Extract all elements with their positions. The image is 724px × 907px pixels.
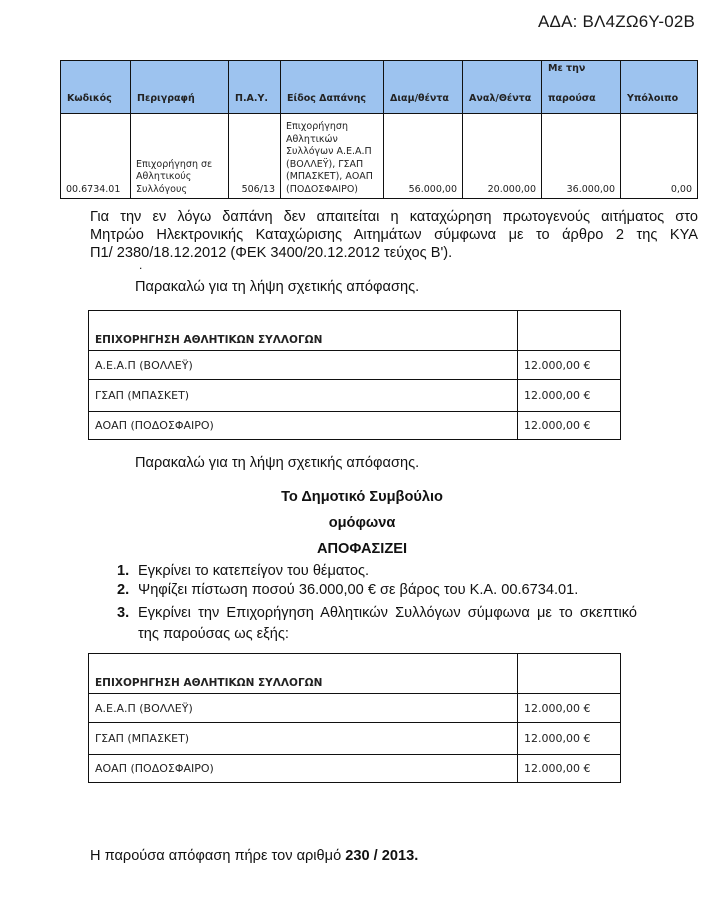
expense-line: Αθλητικών xyxy=(286,133,338,145)
col-header-committed: Αναλ/Θέντα xyxy=(463,61,542,114)
col-header-remaining: Υπόλοιπο xyxy=(621,61,698,114)
cell-allocated: 56.000,00 xyxy=(384,114,463,199)
col-header-expense-type: Είδος Δαπάνης xyxy=(281,61,384,114)
description-line: Επιχορήγηση σε xyxy=(136,158,213,170)
grant-table-header xyxy=(89,311,621,351)
table-row xyxy=(89,694,621,723)
club-name: ΓΣΑΠ (ΜΠΑΣΚΕΤ) xyxy=(89,380,518,412)
club-name: Α.Ε.Α.Π (ΒΟΛΛΕΫ) xyxy=(89,351,518,380)
club-name: Α.Ε.Α.Π (ΒΟΛΛΕΫ) xyxy=(89,694,518,723)
cell-committed: 20.000,00 xyxy=(463,114,542,199)
decision-number-prefix: Η παρούσα απόφαση πήρε τον αριθμό xyxy=(90,848,346,864)
decision-item-2 xyxy=(117,582,637,599)
grant-table-empty-header xyxy=(518,311,621,351)
paragraph-line: Για την εν λόγω δαπάνη δεν απαιτείται η καταχώρηση πρωτογενούς αιτήματος στο xyxy=(90,209,698,225)
grant-table-empty-header xyxy=(518,654,621,694)
club-amount: 12.000,00 € xyxy=(518,380,621,412)
grant-table-title: ΕΠΙΧΟΡΗΓΗΣΗ ΑΘΛΗΤΙΚΩΝ ΣΥΛΛΟΓΩΝ xyxy=(89,311,518,351)
col-header-current xyxy=(542,61,621,114)
item-text: Εγκρίνει το κατεπείγον του θέματος. xyxy=(138,563,370,579)
club-amount: 12.000,00 € xyxy=(518,694,621,723)
decision-item-1 xyxy=(117,563,637,580)
expense-line: (ΜΠΑΣΚΕΤ), ΑΟΑΠ xyxy=(286,171,373,182)
request-text: Παρακαλώ για τη λήψη σχετικής απόφασης. xyxy=(135,279,420,295)
table-row xyxy=(61,114,698,199)
club-name: ΑΟΑΠ (ΠΟΔΟΣΦΑΙΡΟ) xyxy=(89,412,518,440)
cell-expense-type xyxy=(281,114,384,199)
item-text: Εγκρίνει την Επιχορήγηση Αθλητικών Συλλόγων σύμφωνα με το σκεπτικό της παρούσας ως εξής: xyxy=(138,605,637,642)
club-amount: 12.000,00 € xyxy=(518,351,621,380)
decision-number-statement xyxy=(90,848,418,864)
club-name: ΓΣΑΠ (ΜΠΑΣΚΕΤ) xyxy=(89,723,518,755)
paragraph-line: Μητρώο Ηλεκτρονικής Καταχώρισης Αιτημάτων σύμφωνα με το άρθρο 2 της ΚΥΑ xyxy=(90,227,698,243)
col-header-current-line2: παρούσα xyxy=(548,93,596,104)
table-row xyxy=(89,412,621,440)
description-line: Συλλόγους xyxy=(136,183,188,195)
club-name: ΑΟΑΠ (ΠΟΔΟΣΦΑΙΡΟ) xyxy=(89,755,518,783)
budget-table xyxy=(60,60,698,199)
paragraph-line: Π1/ 2380/18.12.2012 (ΦΕΚ 3400/20.12.2012 τεύχος Β'). xyxy=(90,245,453,261)
col-header-pay: Π.Α.Υ. xyxy=(229,61,281,114)
item-text: Ψηφίζει πίστωση ποσού 36.000,00 € σε βάρος του Κ.Α. 00.6734.01. xyxy=(138,582,579,598)
club-amount: 12.000,00 € xyxy=(518,412,621,440)
table-row xyxy=(89,380,621,412)
table-row xyxy=(89,755,621,783)
club-amount: 12.000,00 € xyxy=(518,723,621,755)
grant-table-2 xyxy=(88,653,621,783)
unanimous-heading: ομόφωνα xyxy=(328,515,396,531)
grant-table-title: ΕΠΙΧΟΡΗΓΗΣΗ ΑΘΛΗΤΙΚΩΝ ΣΥΛΛΟΓΩΝ xyxy=(89,654,518,694)
cell-remaining: 0,00 xyxy=(621,114,698,199)
club-amount: 12.000,00 € xyxy=(518,755,621,783)
budget-table-header xyxy=(61,61,698,114)
cell-current: 36.000,00 xyxy=(542,114,621,199)
expense-line: Συλλόγων Α.Ε.Α.Π xyxy=(286,146,372,157)
ada-code: ΑΔΑ: ΒΛ4ΖΩ6Υ-02Β xyxy=(538,12,696,31)
expense-line: Επιχορήγηση xyxy=(286,121,348,132)
col-header-current-line1: Με την xyxy=(548,63,586,74)
cell-code: 00.6734.01 xyxy=(61,114,131,199)
stray-dot: . xyxy=(139,258,143,272)
cell-pay: 506/13 xyxy=(229,114,281,199)
request-text-2: Παρακαλώ για τη λήψη σχετικής απόφασης. xyxy=(135,455,420,471)
decision-number: 230 / 2013. xyxy=(345,848,419,864)
table-row xyxy=(89,723,621,755)
paragraph-no-request-required xyxy=(90,208,698,262)
decides-heading: ΑΠΟΦΑΣΙΖΕΙ xyxy=(316,541,408,557)
item-number: 3. xyxy=(117,605,130,621)
col-header-description: Περιγραφή xyxy=(131,61,229,114)
decision-item-3 xyxy=(117,603,637,645)
council-heading: Το Δημοτικό Συμβούλιο xyxy=(281,489,443,505)
grant-table xyxy=(88,310,621,440)
cell-description xyxy=(131,114,229,199)
item-number: 2. xyxy=(117,582,130,598)
col-header-code: Κωδικός xyxy=(61,61,131,114)
decision-list xyxy=(117,563,637,645)
item-number: 1. xyxy=(117,563,130,579)
expense-line: (ΒΟΛΛΕΫ), ΓΣΑΠ xyxy=(286,158,364,170)
description-line: Αθλητικούς xyxy=(136,171,192,182)
table-row xyxy=(89,351,621,380)
col-header-allocated: Διαμ/θέντα xyxy=(384,61,463,114)
expense-line: (ΠΟΔΟΣΦΑΙΡΟ) xyxy=(286,183,358,195)
grant-table-header xyxy=(89,654,621,694)
